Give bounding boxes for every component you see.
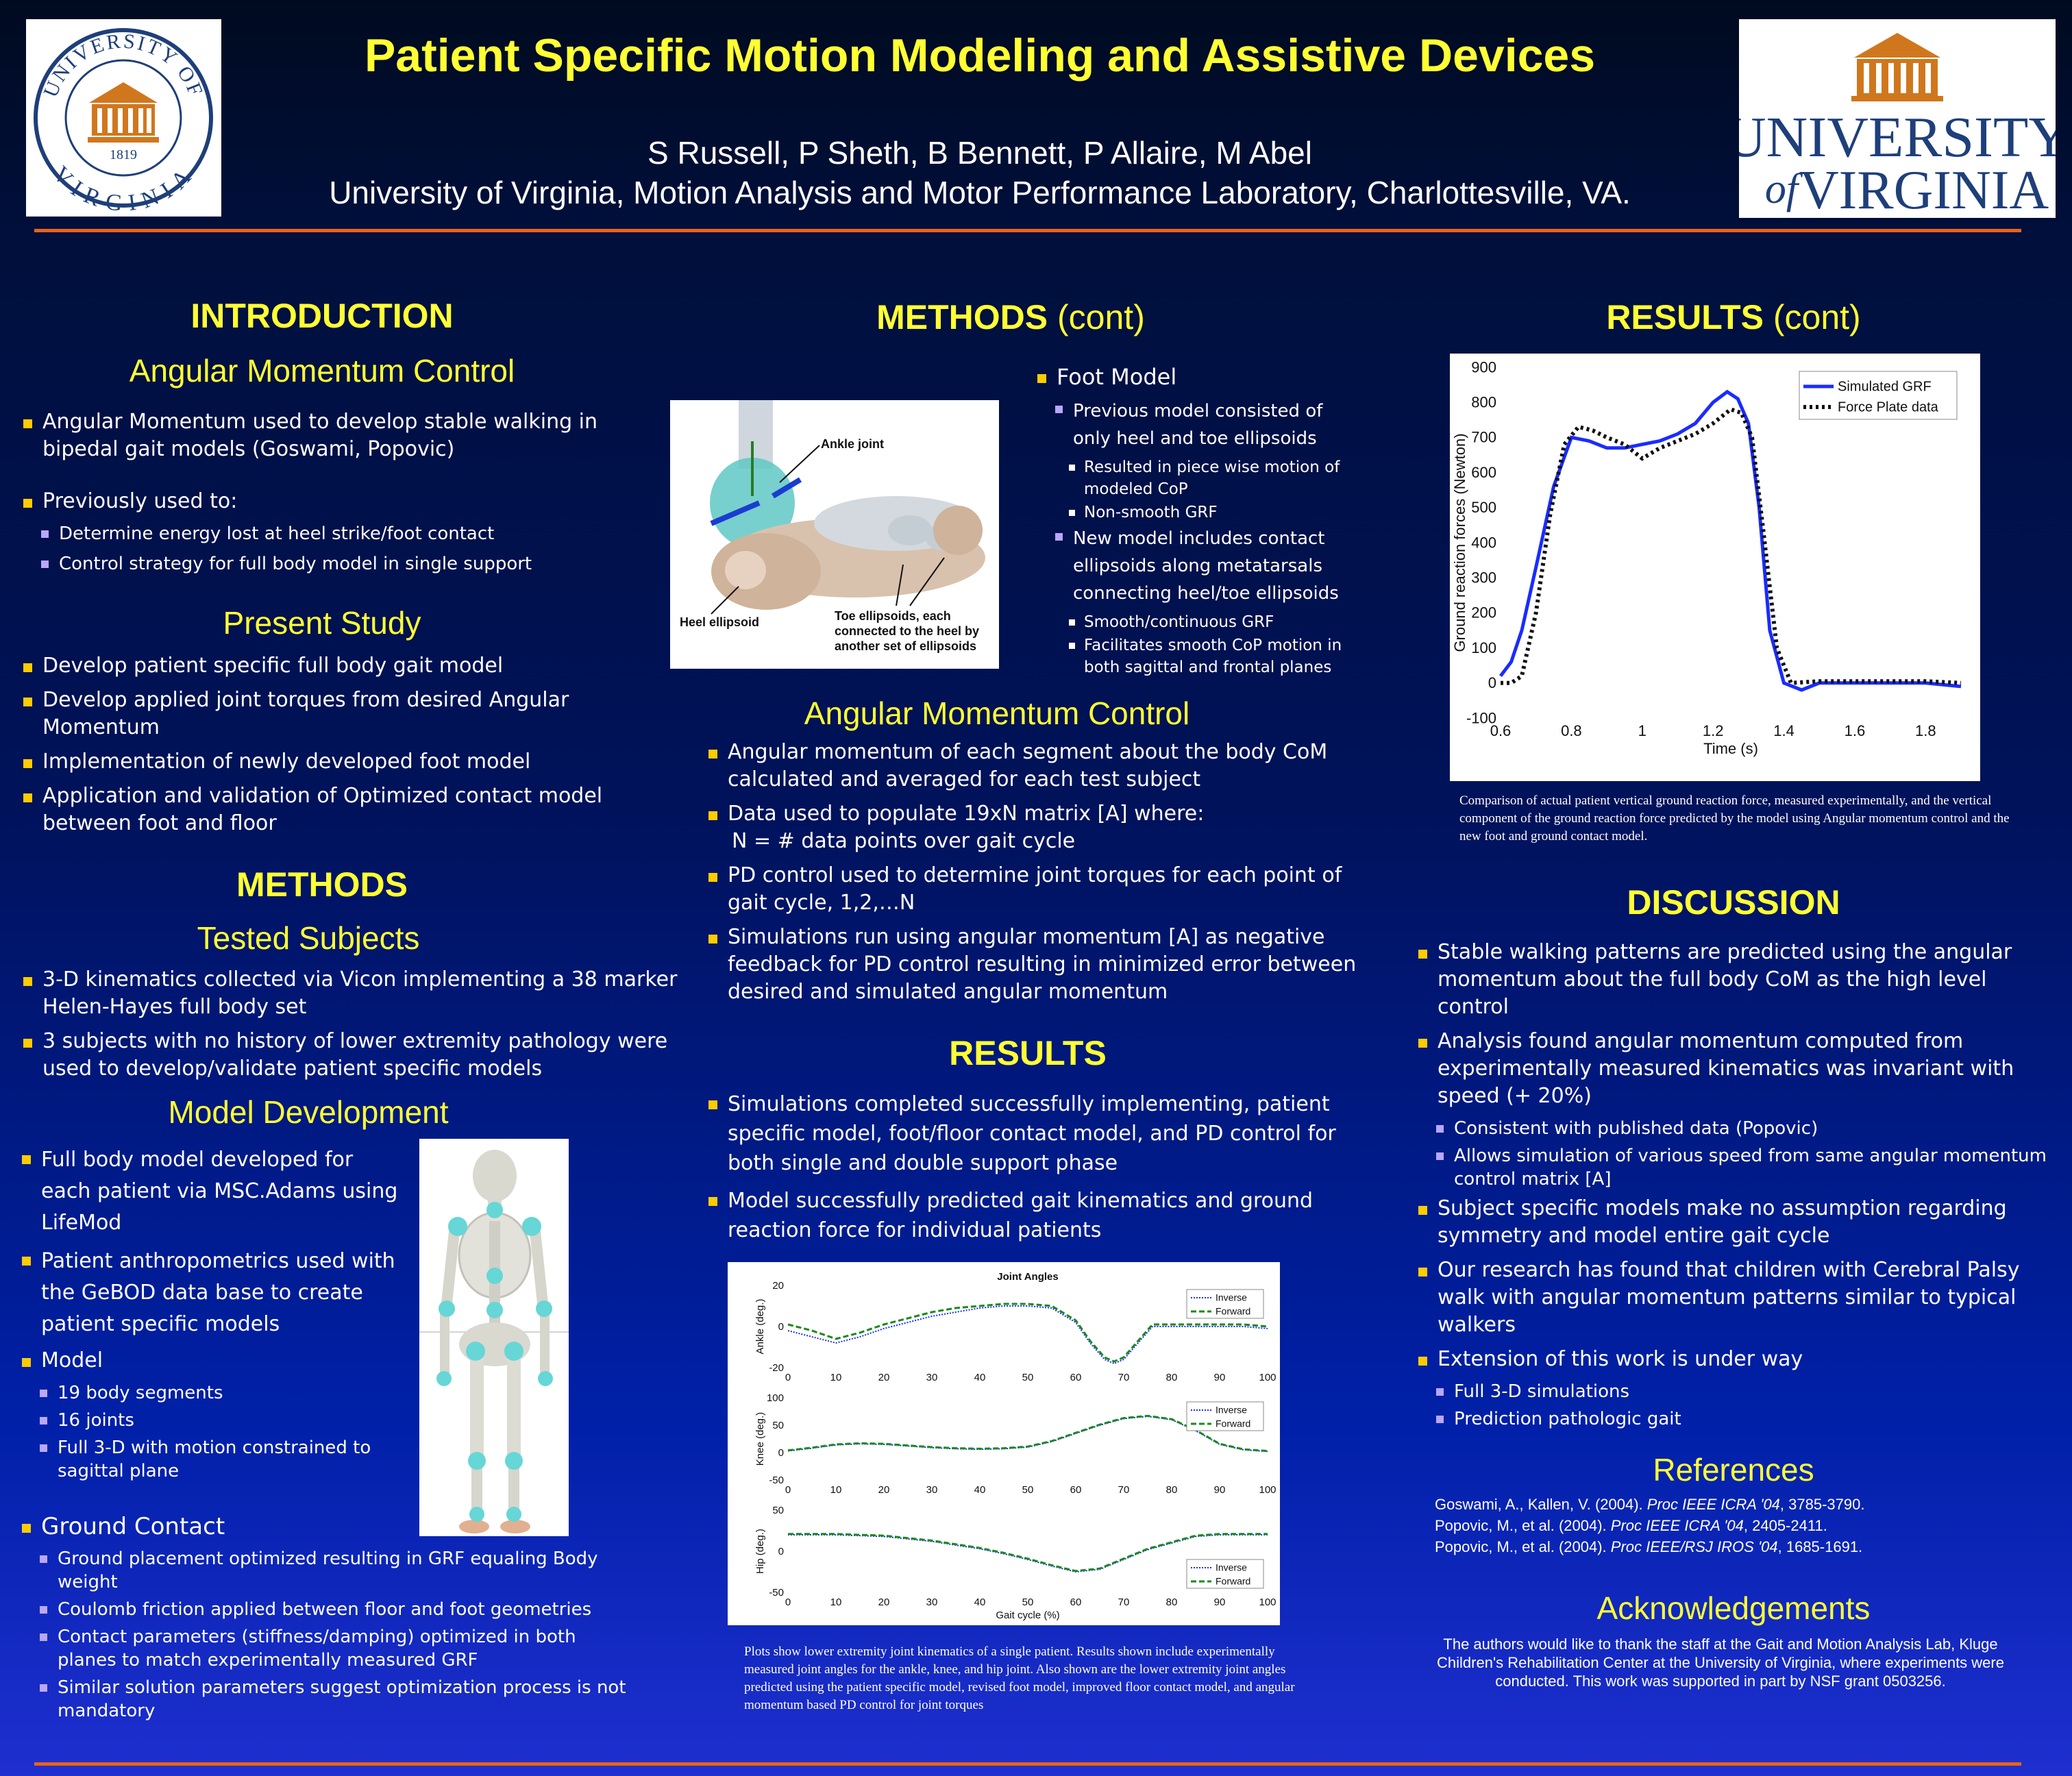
intro-heading: INTRODUCTION (190, 297, 454, 335)
y-tick-label: -50 (769, 1587, 784, 1599)
logo-line1: UNIVERSITY (1739, 106, 2056, 169)
ref-1-authors: Goswami, A., Kallen, V. (2004). (1435, 1496, 1647, 1513)
x-tick-label: 60 (1070, 1484, 1082, 1496)
ack-heading: Acknowledgements (1596, 1590, 1871, 1626)
list-item: Stable walking patterns are predicted using the angular momentum about the full body CoM as the high level control (1416, 939, 2060, 1021)
x-tick-label: 50 (1022, 1484, 1034, 1496)
x-tick-label: 1.8 (1915, 722, 1936, 739)
x-tick-label: 70 (1118, 1484, 1130, 1496)
intro-sub-angular: Angular Momentum Control (129, 353, 515, 388)
x-tick-label: 40 (974, 1484, 986, 1496)
x-tick-label: 1.4 (1773, 722, 1795, 739)
list-item: Develop applied joint torques from desired Angular Momentum (21, 687, 610, 741)
fig-label-heel: Heel ellipsoid (680, 615, 760, 629)
x-tick-label: 20 (878, 1596, 890, 1608)
intro-list-2 (21, 652, 610, 844)
x-tick-label: 60 (1070, 1372, 1082, 1383)
list-item: Simulations run using angular momentum [A] as negative feedback for PD control resulting in minimized error between desired and simulated angular momentum (706, 924, 1364, 1006)
chart-title: Joint Angles (997, 1271, 1059, 1283)
uva-seal-logo (26, 19, 221, 217)
ref-1-venue: Proc IEEE ICRA '04 (1646, 1496, 1780, 1513)
skeleton-model-figure (419, 1139, 569, 1536)
poster-title: Patient Specific Motion Modeling and Assistive Devices (364, 29, 1596, 82)
foot-model-list (1035, 363, 1357, 680)
y-tick-label: 700 (1471, 428, 1496, 446)
y-tick-label: 100 (1471, 639, 1496, 656)
logo-line2: VIRGINIA (1799, 160, 2049, 218)
methods-cont-heading (685, 297, 1336, 337)
y-tick-label: 300 (1471, 569, 1496, 587)
references-list (1435, 1494, 2038, 1557)
legend-label: Inverse (1216, 1562, 1247, 1573)
ack-text: The authors would like to thank the staff at the Gait and Motion Analysis Lab, Kluge Children's Rehabilitation Center at the University of Virginia, where experiments were conducted. This work was supported in part by NSF grant 0503256. (1437, 1636, 2004, 1690)
discussion-heading: DISCUSSION (1627, 883, 1840, 922)
x-tick-label: 1 (1638, 722, 1646, 739)
x-tick-label: 20 (878, 1372, 890, 1383)
x-tick-label: 1.2 (1702, 722, 1724, 739)
x-tick-label: 30 (926, 1484, 938, 1496)
list-item: 19 body segments (19, 1381, 403, 1405)
ref-3-venue: Proc IEEE/RSJ IROS '04 (1610, 1538, 1778, 1555)
uva-wordmark-logo (1739, 19, 2056, 218)
reference-2 (1435, 1515, 2038, 1536)
fig-label-toe: Toe ellipsoids, each connected to the heel by another set of ellipsoids (835, 609, 980, 653)
foot-model-figure (670, 400, 999, 669)
series-line-simulated-grf (1501, 392, 1961, 690)
y-tick-label: 800 (1471, 393, 1496, 411)
x-axis-label: Time (s) (1703, 740, 1758, 757)
x-tick-label: 30 (926, 1596, 938, 1608)
ref-2-pages: , 2405-2411. (1743, 1517, 1827, 1534)
ref-3-pages: , 1685-1691. (1777, 1538, 1863, 1555)
methods-heading: METHODS (236, 865, 408, 904)
poster-authors: S Russell, P Sheth, B Bennett, P Allaire, M Abel (648, 135, 1312, 171)
reference-1 (1435, 1494, 2038, 1515)
y-tick-label: 0 (778, 1321, 784, 1333)
x-tick-label: 80 (1166, 1596, 1178, 1608)
x-tick-label: 100 (1259, 1372, 1276, 1383)
x-tick-label: 100 (1259, 1484, 1276, 1496)
intro-sub-present: Present Study (223, 605, 421, 641)
list-item: Model successfully predicted gait kinematics and ground reaction force for individual patients (706, 1186, 1364, 1245)
x-tick-label: 30 (926, 1372, 938, 1383)
y-tick-label: 100 (766, 1392, 784, 1404)
list-item: Non-smooth GRF (1035, 502, 1357, 523)
x-tick-label: 0.8 (1561, 722, 1582, 739)
legend-label: Forward (1216, 1305, 1251, 1317)
list-item: Smooth/continuous GRF (1035, 611, 1357, 633)
joint-angles-chart (728, 1262, 1280, 1625)
list-item: Foot Model (1035, 363, 1357, 391)
list-item: Contact parameters (stiffness/damping) optimized in both planes to match experimentally measured GRF (19, 1625, 636, 1672)
angular-list (706, 739, 1364, 1013)
x-tick-label: 40 (974, 1596, 986, 1608)
list-item: Resulted in piece wise motion of modeled CoP (1035, 456, 1357, 500)
list-item: Analysis found angular momentum computed from experimentally measured kinematics was invariant with speed (+ 20%) (1416, 1028, 2060, 1110)
legend-label: Inverse (1216, 1292, 1247, 1303)
plot-frame (1501, 367, 1961, 718)
x-tick-label: 10 (830, 1596, 842, 1608)
list-item: Full body model developed for each patient via MSC.Adams using LifeMod (19, 1144, 403, 1239)
x-tick-label: 80 (1166, 1372, 1178, 1383)
list-item: New model includes contact ellipsoids along metatarsals connecting heel/toe ellipsoids (1035, 525, 1357, 607)
list-item: Angular Momentum used to develop stable walking in bipedal gait models (Goswami, Popovic) (21, 408, 610, 463)
ref-2-venue: Proc IEEE ICRA '04 (1610, 1517, 1744, 1534)
list-item: Simulations completed successfully implementing, patient specific model, foot/floor contact model, and PD control for both single and double support phase (706, 1089, 1364, 1178)
list-item: N = # data points over gait cycle (732, 829, 1076, 853)
y-tick-label: 900 (1471, 358, 1496, 376)
x-tick-label: 50 (1022, 1372, 1034, 1383)
ref-3-authors: Popovic, M., et al. (2004). (1435, 1538, 1611, 1555)
methods-cont-sub-angular: Angular Momentum Control (804, 695, 1190, 731)
list-item: Facilitates smooth CoP motion in both sagittal and frontal planes (1035, 634, 1357, 678)
list-item: Develop patient specific full body gait model (21, 652, 610, 680)
y-tick-label: 0 (778, 1546, 784, 1557)
methods-cont-suffix: (cont) (1048, 298, 1145, 336)
grf-chart (1450, 354, 1980, 781)
legend-label: Simulated GRF (1838, 379, 1932, 395)
seal-text-bottom: VIRGINIA (47, 161, 199, 217)
list-item: Implementation of newly developed foot model (21, 748, 610, 776)
joint-angles-svg (728, 1262, 1280, 1625)
list-item: Patient anthropometrics used with the GeBOD data base to create patient specific models (19, 1246, 403, 1340)
list-item: Allows simulation of various speed from same angular momentum control matrix [A] (1416, 1144, 2060, 1191)
results-list (706, 1089, 1364, 1252)
x-tick-label: 80 (1166, 1484, 1178, 1496)
x-tick-label: 70 (1118, 1596, 1130, 1608)
y-tick-label: 0 (1488, 674, 1496, 692)
x-tick-label: 0 (785, 1596, 791, 1608)
list-item: Full 3-D simulations (1416, 1380, 2060, 1403)
x-tick-label: 0 (785, 1484, 791, 1496)
y-tick-label: 50 (772, 1420, 784, 1431)
x-tick-label: 0 (785, 1372, 791, 1383)
x-tick-label: 10 (830, 1372, 842, 1383)
y-tick-label: -100 (1466, 709, 1496, 727)
list-item: Model (19, 1347, 403, 1374)
list-item: 3 subjects with no history of lower extremity pathology were used to develop/validate patient specific models (21, 1028, 678, 1083)
intro-list-1 (21, 408, 610, 580)
y-tick-label: 200 (1471, 604, 1496, 621)
y-tick-label: 20 (772, 1280, 784, 1292)
results-heading: RESULTS (949, 1034, 1107, 1072)
results-cont-suffix: (cont) (1763, 298, 1861, 336)
ref-2-authors: Popovic, M., et al. (2004). (1435, 1517, 1611, 1534)
x-tick-label: 90 (1213, 1596, 1226, 1608)
x-tick-label: 70 (1118, 1372, 1130, 1383)
legend-label: Forward (1216, 1575, 1251, 1587)
discussion-list (1416, 939, 2060, 1435)
results-cont-title: RESULTS (1606, 298, 1764, 336)
series-line-force-plate-data (1501, 409, 1961, 682)
list-item: Our research has found that children with Cerebral Palsy walk with angular momentum patterns similar to typical walkers (1416, 1257, 2060, 1339)
list-item: Prediction pathologic gait (1416, 1407, 2060, 1431)
results-cont-heading (1425, 297, 2042, 337)
list-item: Application and validation of Optimized contact model between foot and floor (21, 782, 610, 837)
references-heading: References (1653, 1452, 1814, 1488)
y-tick-label: 400 (1471, 534, 1496, 552)
legend-label: Force Plate data (1838, 399, 1938, 415)
header-rule (34, 229, 2021, 232)
list-item: Consistent with published data (Popovic) (1416, 1117, 2060, 1140)
list-item: Ground placement optimized resulting in GRF equaling Body weight (19, 1547, 636, 1594)
methods-sub-subjects: Tested Subjects (197, 920, 420, 956)
list-item: Data used to populate 19xN matrix [A] where: (706, 800, 1364, 828)
ref-1-pages: , 3785-3790. (1779, 1496, 1865, 1513)
list-item: Determine energy lost at heel strike/foot contact (21, 522, 610, 545)
joint-angles-caption: Plots show lower extremity joint kinematics of a single patient. Results shown include experimentally measured joint angles for the ankle, knee, and hip joint. Also shown are the lower extremity joint angles predicted using the patient specific model, revised foot model, improved floor contact model, and angular momentum based PD control for joint torques (744, 1644, 1295, 1712)
grf-caption: Comparison of actual patient vertical ground reaction force, measured experimentally, and the vertical component of the ground reaction force predicted by the model using Angular momentum control and the new foot and ground contact model. (1459, 793, 2010, 843)
list-item: 3-D kinematics collected via Vicon implementing a 38 marker Helen-Hayes full body set (21, 966, 678, 1021)
x-tick-label: 40 (974, 1372, 986, 1383)
y-axis-label: Knee (deg.) (754, 1411, 766, 1466)
list-item: Control strategy for full body model in single support (21, 552, 610, 576)
legend-label: Forward (1216, 1418, 1251, 1429)
legend-label: Inverse (1216, 1404, 1247, 1416)
x-axis-label: Gait cycle (%) (996, 1610, 1060, 1621)
x-tick-label: 1.6 (1844, 722, 1866, 739)
list-item: Subject specific models make no assumption regarding symmetry and model entire gait cycle (1416, 1195, 2060, 1250)
y-axis-label: Ankle (deg.) (754, 1298, 766, 1355)
poster-affiliation: University of Virginia, Motion Analysis and Motor Performance Laboratory, Charlottesville, VA. (329, 175, 1631, 210)
y-tick-label: 0 (778, 1447, 784, 1459)
methods-list-model (19, 1144, 403, 1487)
grf-svg (1450, 354, 1980, 781)
y-axis-label: Hip (deg.) (754, 1529, 766, 1574)
footer-rule (34, 1762, 2021, 1766)
list-item: Previous model consisted of only heel and toe ellipsoids (1035, 397, 1357, 452)
list-item: 16 joints (19, 1409, 403, 1432)
x-tick-label: 90 (1213, 1372, 1226, 1383)
fig-label-ankle: Ankle joint (821, 437, 885, 451)
y-tick-label: 50 (772, 1505, 784, 1516)
y-tick-label: 500 (1471, 499, 1496, 517)
list-item: Coulomb friction applied between floor and foot geometries (19, 1598, 636, 1621)
reference-3 (1435, 1536, 2038, 1557)
x-tick-label: 60 (1070, 1596, 1082, 1608)
x-tick-label: 90 (1213, 1484, 1226, 1496)
ground-contact-list (19, 1513, 636, 1727)
list-item: Previously used to: (21, 488, 610, 515)
methods-sub-model: Model Development (168, 1094, 449, 1130)
x-tick-label: 10 (830, 1484, 842, 1496)
x-tick-label: 20 (878, 1484, 890, 1496)
y-tick-label: -50 (769, 1475, 784, 1486)
seal-text-top: UNIVERSITY OF (39, 29, 208, 101)
list-item: PD control used to determine joint torques for each point of gait cycle, 1,2,…N (706, 862, 1364, 917)
list-item: Ground Contact (19, 1513, 636, 1540)
x-tick-label: 100 (1259, 1596, 1276, 1608)
logo-of: of (1764, 166, 1799, 212)
list-item: Angular momentum of each segment about the body CoM calculated and averaged for each test subject (706, 739, 1364, 793)
methods-list-subjects (21, 966, 678, 1089)
y-axis-label: Ground reaction forces (Newton) (1451, 433, 1468, 652)
x-tick-label: 50 (1022, 1596, 1034, 1608)
list-item: Extension of this work is under way (1416, 1346, 2060, 1373)
y-tick-label: 600 (1471, 463, 1496, 481)
seal-year: 1819 (110, 147, 137, 162)
list-item: Similar solution parameters suggest optimization process is not mandatory (19, 1676, 636, 1723)
methods-cont-title: METHODS (876, 298, 1048, 336)
y-tick-label: -20 (769, 1362, 784, 1374)
list-item: Full 3-D with motion constrained to sagittal plane (19, 1436, 403, 1483)
x-tick-label: 0.6 (1490, 722, 1512, 739)
